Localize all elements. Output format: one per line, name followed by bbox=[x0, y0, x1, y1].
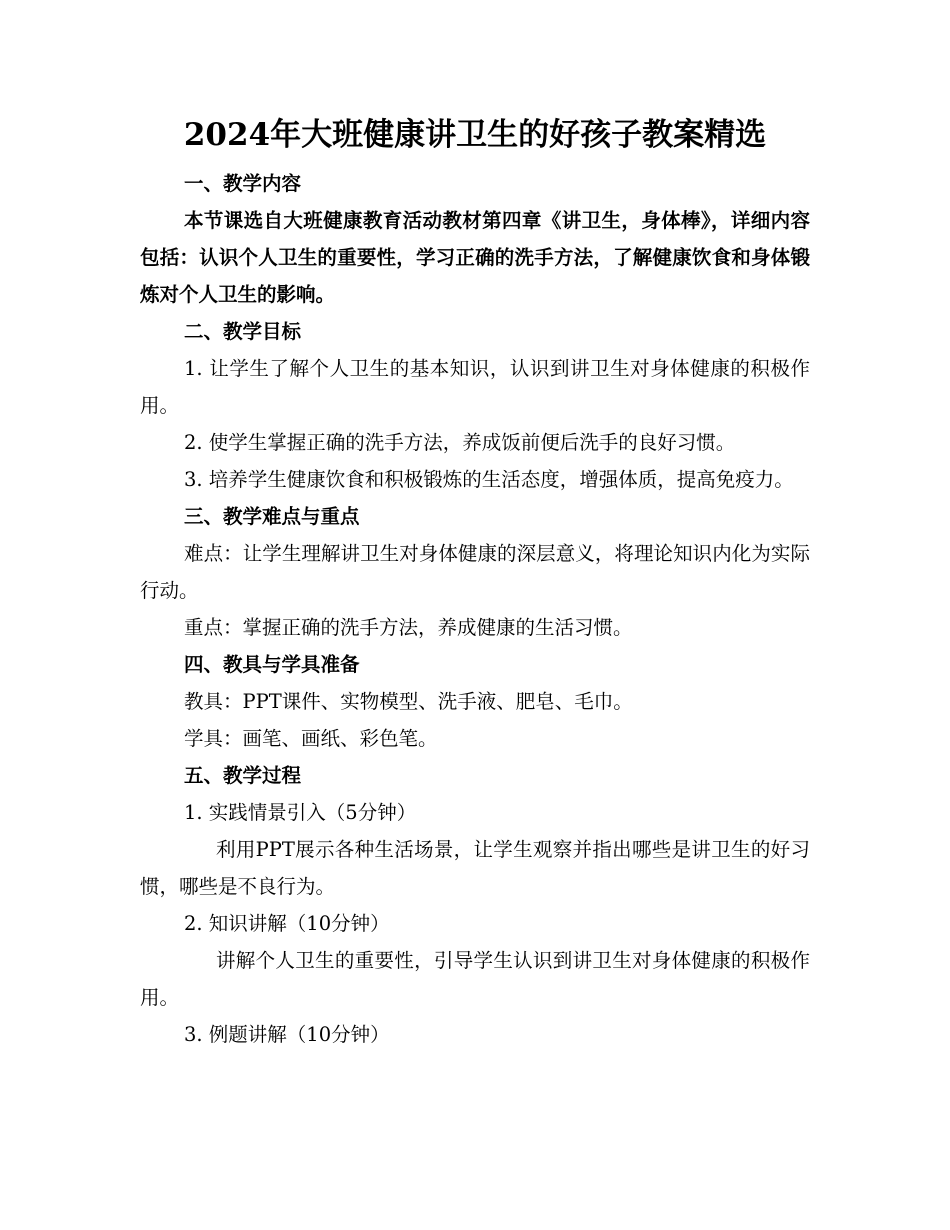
process-step-2-detail: 讲解个人卫生的重要性，引导学生认识到讲卫生对身体健康的积极作用。 bbox=[140, 949, 810, 1009]
document-page bbox=[140, 112, 810, 1053]
key-point-paragraph: 重点：掌握正确的洗手方法，养成健康的生活习惯。 bbox=[184, 616, 633, 639]
section-heading-process: 五、教学过程 bbox=[184, 764, 302, 787]
section-heading-content: 一、教学内容 bbox=[184, 172, 302, 195]
teacher-materials: 教具：PPT课件、实物模型、洗手液、肥皂、毛巾。 bbox=[184, 690, 633, 713]
difficulty-paragraph: 难点：让学生理解讲卫生对身体健康的深层意义，将理论知识内化为实际行动。 bbox=[140, 542, 810, 602]
process-step-3-label: 3. 例题讲解（10分钟） bbox=[184, 1023, 390, 1046]
process-step-1-label: 1. 实践情景引入（5分钟） bbox=[184, 801, 417, 824]
section-heading-focus: 三、教学难点与重点 bbox=[184, 505, 360, 528]
goal-item-2: 2. 使学生掌握正确的洗手方法，养成饭前便后洗手的良好习惯。 bbox=[184, 431, 736, 454]
section-heading-goals: 二、教学目标 bbox=[184, 320, 302, 343]
goal-item-3: 3. 培养学生健康饮食和积极锻炼的生活态度，增强体质，提高免疫力。 bbox=[184, 468, 794, 491]
process-step-2-label: 2. 知识讲解（10分钟） bbox=[184, 912, 390, 935]
section-heading-materials: 四、教具与学具准备 bbox=[184, 653, 360, 676]
goal-item-1: 1. 让学生了解个人卫生的基本知识，认识到讲卫生对身体健康的积极作用。 bbox=[140, 357, 810, 417]
process-step-1-detail: 利用PPT展示各种生活场景，让学生观察并指出哪些是讲卫生的好习惯，哪些是不良行为。 bbox=[140, 838, 810, 898]
document-title: 2024年大班健康讲卫生的好孩子教案精选 bbox=[183, 117, 767, 153]
content-paragraph: 本节课选自大班健康教育活动教材第四章《讲卫生，身体棒》，详细内容包括：认识个人卫生的重要性，学习正确的洗手方法，了解健康饮食和身体锻炼对个人卫生的影响。 bbox=[140, 209, 810, 306]
student-materials: 学具：画笔、画纸、彩色笔。 bbox=[184, 727, 438, 750]
